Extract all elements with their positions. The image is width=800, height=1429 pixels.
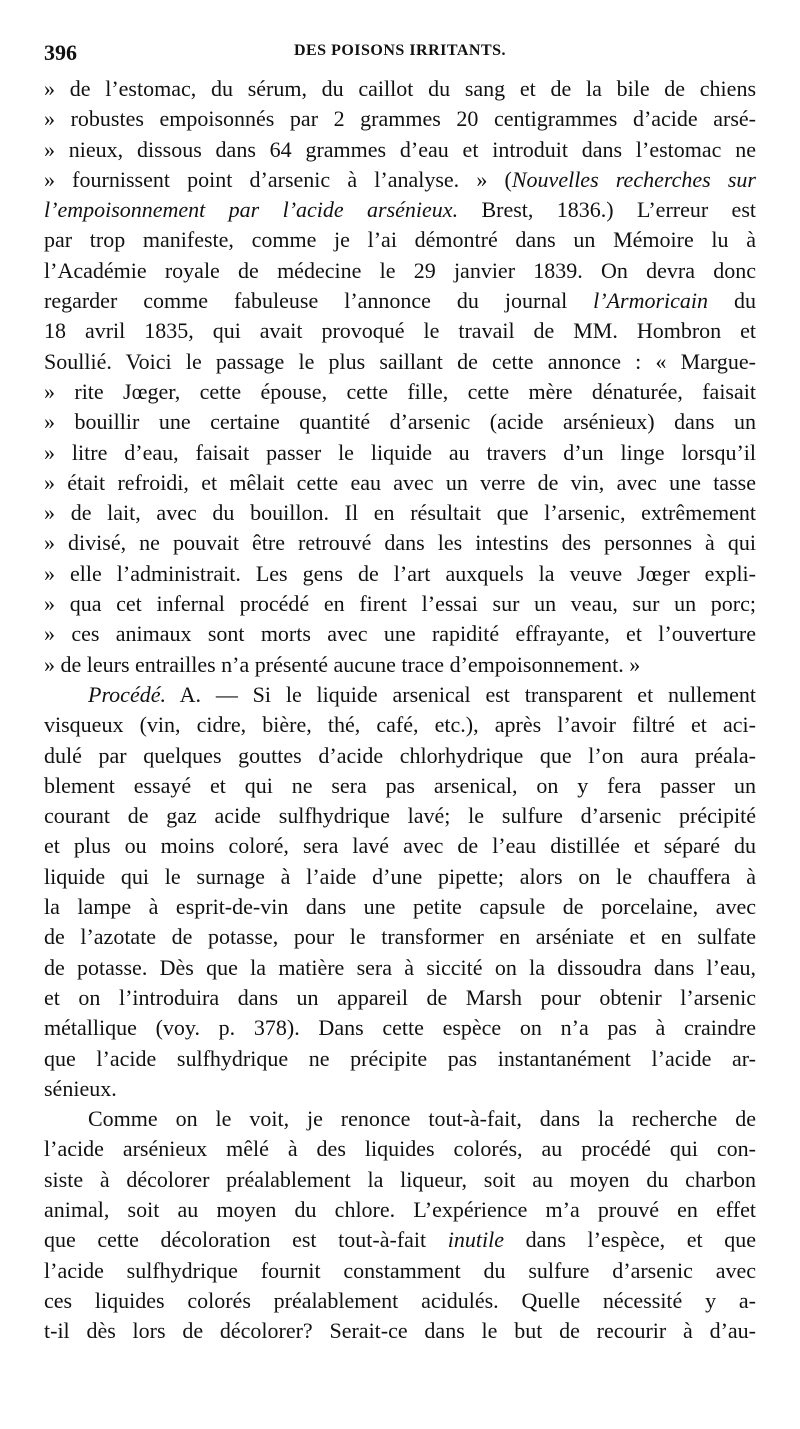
- text-line: métallique (voy. p. 378). Dans cette espèce on n’a pas à craindre: [44, 1015, 756, 1041]
- text-line: » de l’estomac, du sérum, du caillot du sang et de la bile de chiens: [44, 76, 756, 101]
- text-line: » elle l’administrait. Les gens de l’art auxquels la veuve Jœger expli-: [44, 560, 756, 586]
- text-line: Comme on le voit, je renonce tout-à-fait, dans la recherche de: [88, 1106, 756, 1132]
- text-line: l’empoisonnement par l’acide arsénieux. Brest, 1836.) L’erreur est: [44, 197, 756, 223]
- text-line: siste à décolorer préalablement la liqueur, soit au moyen du charbon: [44, 1166, 756, 1192]
- text-line: » rite Jœger, cette épouse, cette fille, cette mère dénaturée, faisait: [44, 378, 756, 404]
- text-line: et on l’introduira dans un appareil de Marsh pour obtenir l’arsenic: [44, 984, 756, 1010]
- text-line: de l’azotate de potasse, pour le transformer en arséniate et en sulfate: [44, 924, 756, 950]
- text-line: 18 avril 1835, qui avait provoqué le travail de MM. Hombron et: [44, 318, 756, 344]
- text-line: l’acide sulfhydrique fournit constamment du sulfure d’arsenic avec: [44, 1257, 756, 1283]
- text-line: » divisé, ne pouvait être retrouvé dans les intestins des personnes à qui: [44, 530, 756, 556]
- text-line: liquide qui le surnage à l’aide d’une pipette; alors on le chauffera à: [44, 863, 756, 889]
- text-line: » ces animaux sont morts avec une rapidité effrayante, et l’ouverture: [44, 621, 756, 647]
- text-line: visqueux (vin, cidre, bière, thé, café, etc.), après l’avoir filtré et aci-: [44, 712, 756, 738]
- text-line: t-il dès lors de décolorer? Serait-ce dans le but de recourir à d’au-: [44, 1318, 756, 1344]
- text-line: de potasse. Dès que la matière sera à siccité on la dissoudra dans l’eau,: [44, 954, 756, 980]
- text-line: courant de gaz acide sulfhydrique lavé; le sulfure d’arsenic précipité: [44, 803, 756, 829]
- page-header: [44, 40, 756, 70]
- text-line: dulé par quelques gouttes d’acide chlorhydrique que l’on aura préala-: [44, 742, 756, 768]
- text-line: l’Académie royale de médecine le 29 janvier 1839. On devra donc: [44, 257, 756, 283]
- text-line: Soullié. Voici le passage le plus saillant de cette annonce : « Margue-: [44, 348, 756, 374]
- text-line: » litre d’eau, faisait passer le liquide au travers d’un linge lorsqu’il: [44, 439, 756, 465]
- text-line: que cette décoloration est tout-à-fait inutile dans l’espèce, et que: [44, 1227, 757, 1253]
- text-line: » nieux, dissous dans 64 grammes d’eau et introduit dans l’estomac ne: [44, 136, 756, 162]
- text-line: que l’acide sulfhydrique ne précipite pas instantanément l’acide ar-: [44, 1045, 756, 1071]
- text-line: la lampe à esprit-de-vin dans une petite capsule de porcelaine, avec: [44, 894, 756, 920]
- text-line: » fournissent point d’arsenic à l’analyse. » (Nouvelles recherches sur: [44, 166, 756, 192]
- text-line: regarder comme fabuleuse l’annonce du journal l’Armoricain du: [44, 288, 756, 314]
- text-line: » bouillir une certaine quantité d’arsenic (acide arsénieux) dans un: [44, 409, 756, 435]
- text-line: blement essayé et qui ne sera pas arsenical, on y fera passer un: [44, 772, 756, 798]
- text-line: ces liquides colorés préalablement acidulés. Quelle nécessité y a-: [44, 1287, 756, 1313]
- text-line: l’acide arsénieux mêlé à des liquides colorés, au procédé qui con-: [44, 1136, 756, 1162]
- text-line: et plus ou moins coloré, sera lavé avec de l’eau distillée et séparé du: [44, 833, 756, 859]
- page-body: [44, 74, 756, 1346]
- text-line: » était refroidi, et mêlait cette eau avec un verre de vin, avec une tasse: [44, 469, 756, 495]
- text-line: » robustes empoisonnés par 2 grammes 20 centigrammes d’acide arsé-: [44, 106, 756, 132]
- page-number: 396: [44, 40, 77, 65]
- text-line: sénieux.: [44, 1075, 117, 1101]
- running-head: DES POISONS IRRITANTS.: [293, 42, 507, 59]
- text-line: » de leurs entrailles n’a présenté aucune trace d’empoisonnement. »: [44, 651, 641, 677]
- text-line: par trop manifeste, comme je l’ai démontré dans un Mémoire lu à: [44, 227, 756, 253]
- text-line: animal, soit au moyen du chlore. L’expérience m’a prouvé en effet: [44, 1196, 756, 1222]
- text-line: » de lait, avec du bouillon. Il en résultait que l’arsenic, extrêmement: [44, 500, 756, 526]
- text-line: Procédé. A. — Si le liquide arsenical est transparent et nullement: [88, 681, 756, 707]
- text-line: » qua cet infernal procédé en firent l’essai sur un veau, sur un porc;: [44, 591, 756, 617]
